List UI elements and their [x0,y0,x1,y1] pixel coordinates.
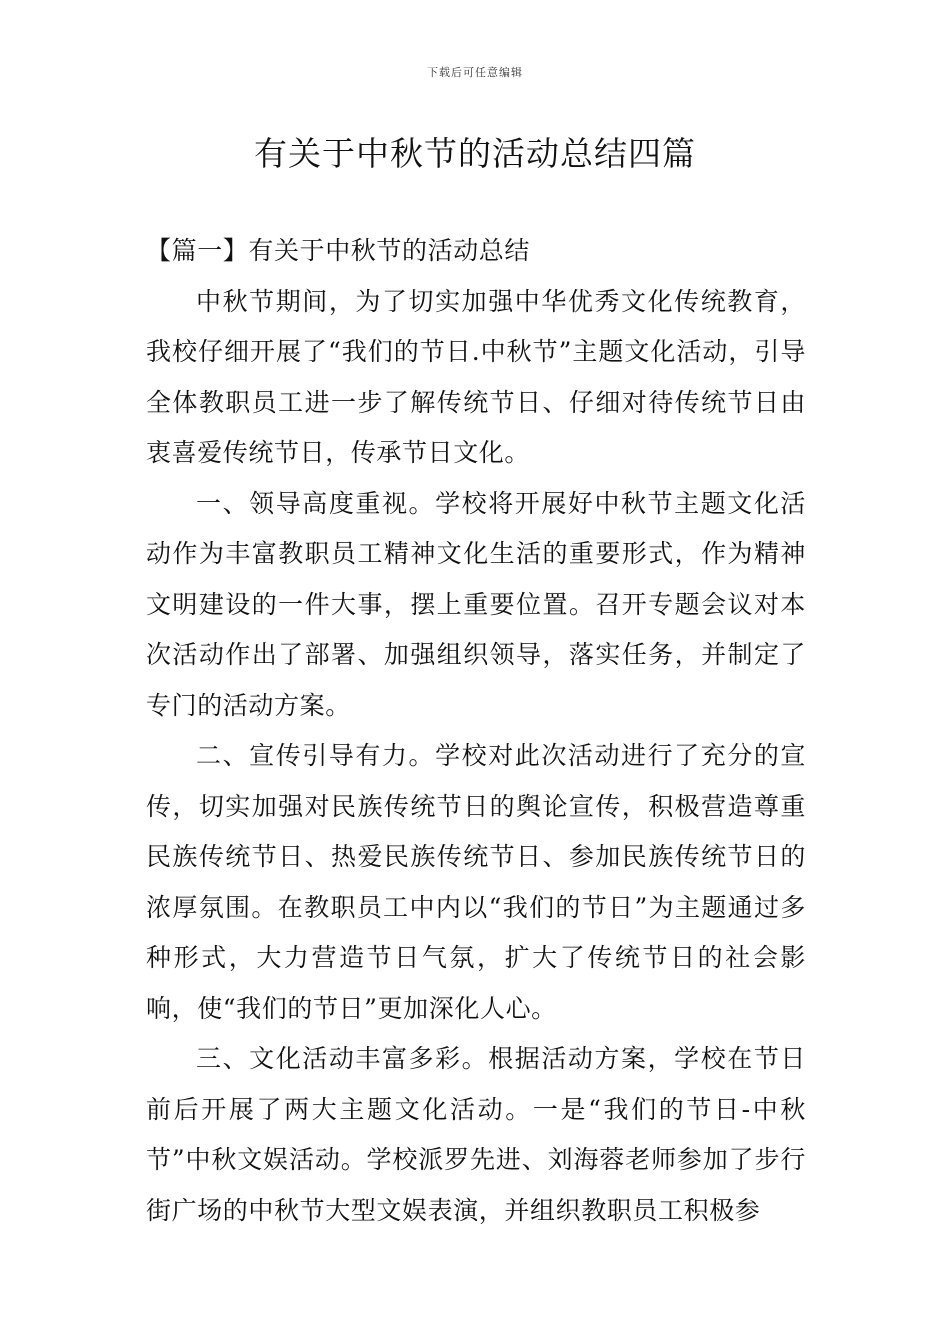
paragraph-activities: 三、文化活动丰富多彩。根据活动方案，学校在节日前后开展了两大主题文化活动。一是“我们的节日-中秋节”中秋文娱活动。学校派罗先进、刘海蓉老师参加了步行街广场的中秋节大型文娱表演，并组织教职员工积极参 [146,1044,806,1225]
header-note: 下载后可任意编辑 [427,66,523,79]
document-body [146,226,806,1236]
paragraph-publicity: 二、宣传引导有力。学校对此次活动进行了充分的宣传，切实加强对民族传统节日的舆论宣传，积极营造尊重民族传统节日、热爱民族传统节日、参加民族传统节日的浓厚氛围。在教职员工中内以“我们的节日”为主题通过多种形式，大力营造节日气氛，扩大了传统节日的社会影响，使“我们的节日”更加深化人心。 [146,741,806,1023]
section-heading: 【篇一】有关于中秋节的活动总结 [146,236,531,265]
document-title: 有关于中秋节的活动总结四篇 [254,134,696,173]
paragraph-intro: 中秋节期间，为了切实加强中华优秀文化传统教育，我校仔细开展了“我们的节日.中秋节”主题文化活动，引导全体教职员工进一步了解传统节日、仔细对待传统节日由衷喜爱传统节日，传承节日文化。 [146,286,806,467]
paragraph-leadership: 一、领导高度重视。学校将开展好中秋节主题文化活动作为丰富教职员工精神文化生活的重要形式，作为精神文明建设的一件大事，摆上重要位置。召开专题会议对本次活动作出了部署、加强组织领导，落实任务，并制定了专门的活动方案。 [146,488,806,720]
